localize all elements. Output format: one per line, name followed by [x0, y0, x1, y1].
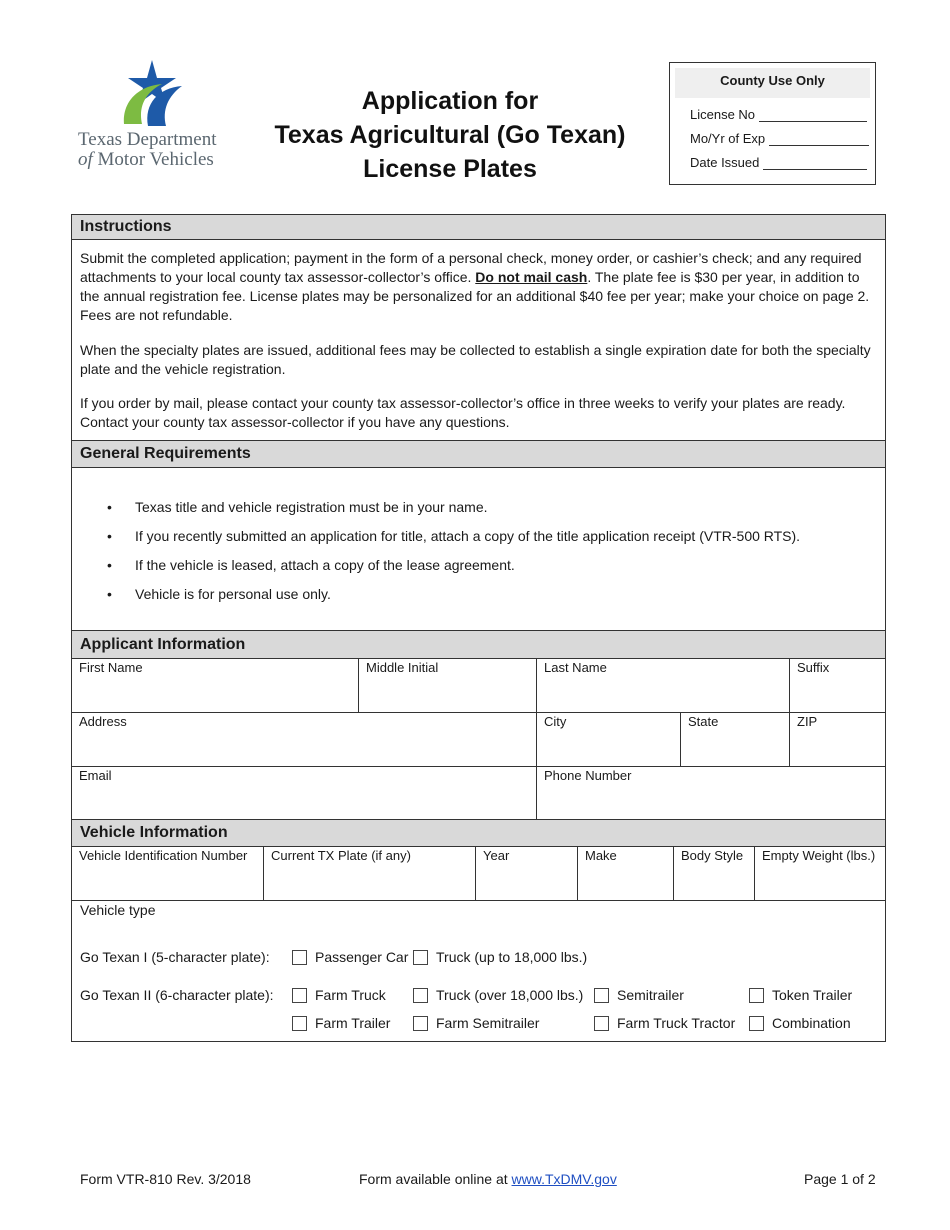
vehicle-information-heading: Vehicle Information: [71, 819, 886, 847]
form-title: [260, 84, 640, 186]
empty-weight-field[interactable]: [754, 846, 886, 901]
passenger-car-checkbox[interactable]: [292, 950, 307, 965]
address-field[interactable]: [71, 712, 537, 767]
farm-truck-tractor-label: Farm Truck Tractor: [617, 1015, 736, 1031]
token-trailer-checkbox[interactable]: [749, 988, 764, 1003]
farm-truck-option[interactable]: [292, 987, 386, 1003]
general-requirements-heading: General Requirements: [71, 440, 886, 468]
suffix-label: Suffix: [797, 660, 830, 675]
online-text: Form available online at: [359, 1171, 512, 1187]
go-texan-1-label: Go Texan I (5-character plate):: [80, 949, 270, 965]
instructions-paragraph-1: [80, 249, 880, 325]
page-number: Page 1 of 2: [804, 1171, 876, 1187]
exp-label: Mo/Yr of Exp: [690, 131, 766, 146]
farm-trailer-checkbox[interactable]: [292, 1016, 307, 1031]
truck-light-option[interactable]: [413, 949, 587, 965]
passenger-car-option[interactable]: [292, 949, 408, 965]
instructions-p1-text-b: . The plate fee is $30 per year, in addition to the annual registration fee. License plates may be personalized for an additional $40 fee per year; make your choice on page 2. Fees are not refundable.: [80, 269, 870, 323]
logo-line-2: Motor Vehicles: [97, 149, 214, 170]
license-no-row: [690, 107, 867, 122]
title-line-3: License Plates: [363, 155, 537, 183]
city-field[interactable]: [536, 712, 681, 767]
requirement-text: If you recently submitted an application for title, attach a copy of the title application receipt (VTR-500 RTS).: [135, 528, 801, 544]
combination-option[interactable]: [749, 1015, 851, 1031]
license-no-label: License No: [690, 107, 756, 122]
current-plate-field[interactable]: [263, 846, 476, 901]
truck-light-checkbox[interactable]: [413, 950, 428, 965]
email-label: Email: [79, 768, 112, 783]
county-box-heading: County Use Only: [675, 68, 870, 98]
make-label: Make: [585, 848, 617, 863]
body-style-label: Body Style: [681, 848, 744, 863]
truck-heavy-label: Truck (over 18,000 lbs.): [436, 987, 584, 1003]
passenger-car-label: Passenger Car: [315, 949, 409, 965]
body-style-field[interactable]: [673, 846, 755, 901]
truck-heavy-checkbox[interactable]: [413, 988, 428, 1003]
form-frame: [71, 214, 886, 1042]
requirement-text: If the vehicle is leased, attach a copy of the lease agreement.: [135, 557, 515, 573]
title-line-2: Texas Agricultural (Go Texan): [274, 121, 626, 149]
combination-checkbox[interactable]: [749, 1016, 764, 1031]
email-field[interactable]: [71, 766, 537, 820]
license-no-field[interactable]: [759, 110, 867, 122]
vin-label: Vehicle Identification Number: [79, 848, 248, 863]
token-trailer-option[interactable]: [749, 987, 852, 1003]
first-name-field[interactable]: [71, 658, 359, 713]
applicant-information-heading: Applicant Information: [71, 630, 886, 659]
state-label: State: [688, 714, 719, 729]
zip-label: ZIP: [797, 714, 818, 729]
last-name-label: Last Name: [544, 660, 607, 675]
vehicle-type-label: Vehicle type: [80, 902, 156, 918]
logo-line-1: Texas Department: [78, 129, 217, 150]
last-name-field[interactable]: [536, 658, 790, 713]
first-name-label: First Name: [79, 660, 143, 675]
city-label: City: [544, 714, 567, 729]
txdmv-link[interactable]: www.TxDMV.gov: [511, 1171, 617, 1187]
requirement-text: Texas title and vehicle registration must be in your name.: [135, 499, 488, 515]
farm-semitrailer-label: Farm Semitrailer: [436, 1015, 540, 1031]
semitrailer-checkbox[interactable]: [594, 988, 609, 1003]
farm-trailer-option[interactable]: [292, 1015, 390, 1031]
farm-truck-tractor-option[interactable]: [594, 1015, 735, 1031]
txdmv-star-icon: [116, 58, 200, 130]
farm-semitrailer-checkbox[interactable]: [413, 1016, 428, 1031]
address-label: Address: [79, 714, 127, 729]
suffix-field[interactable]: [789, 658, 886, 713]
title-line-1: Application for: [361, 87, 539, 115]
year-field[interactable]: [475, 846, 578, 901]
state-field[interactable]: [680, 712, 790, 767]
farm-trailer-label: Farm Trailer: [315, 1015, 391, 1031]
date-issued-row: [690, 155, 867, 170]
semitrailer-option[interactable]: [594, 987, 684, 1003]
middle-initial-label: Middle Initial: [366, 660, 439, 675]
empty-weight-label: Empty Weight (lbs.): [762, 848, 876, 863]
current-plate-label: Current TX Plate (if any): [271, 848, 411, 863]
online-notice: [359, 1171, 617, 1187]
semitrailer-label: Semitrailer: [617, 987, 684, 1003]
date-issued-field[interactable]: [763, 158, 867, 170]
truck-light-label: Truck (up to 18,000 lbs.): [436, 949, 588, 965]
instructions-heading: Instructions: [71, 214, 886, 240]
middle-initial-field[interactable]: [358, 658, 537, 713]
go-texan-2-label: Go Texan II (6-character plate):: [80, 987, 274, 1003]
phone-number-label: Phone Number: [544, 768, 632, 783]
do-not-mail-cash: Do not mail cash: [475, 269, 588, 285]
token-trailer-label: Token Trailer: [772, 987, 853, 1003]
txdmv-logo: [78, 58, 238, 170]
instructions-paragraph-3: If you order by mail, please contact your county tax assessor-collector’s office in three weeks to verify your plates are ready. Contact your county tax assessor-collector if you have any questions.: [80, 395, 846, 430]
exp-row: [690, 131, 869, 146]
year-label: Year: [483, 848, 510, 863]
instructions-paragraph-2: When the specialty plates are issued, additional fees may be collected to establish a single expiration date for both the specialty plate and the vehicle registration.: [80, 342, 871, 377]
form-id: Form VTR-810 Rev. 3/2018: [80, 1171, 251, 1187]
instructions-p1-text-a: Submit the completed application; payment in the form of a personal check, money order, or cashier’s check; and any required attachments to your local county tax assessor-collector’s office.: [80, 250, 862, 285]
vin-field[interactable]: [71, 846, 264, 901]
exp-field[interactable]: [769, 134, 869, 146]
phone-number-field[interactable]: [536, 766, 886, 820]
logo-line-2-italic: of: [78, 149, 93, 170]
farm-semitrailer-option[interactable]: [413, 1015, 539, 1031]
truck-heavy-option[interactable]: [413, 987, 583, 1003]
requirement-text: Vehicle is for personal use only.: [135, 586, 331, 602]
combination-label: Combination: [772, 1015, 851, 1031]
farm-truck-checkbox[interactable]: [292, 988, 307, 1003]
date-issued-label: Date Issued: [690, 155, 760, 170]
county-use-only-box: [669, 62, 876, 185]
farm-truck-tractor-checkbox[interactable]: [594, 1016, 609, 1031]
zip-field[interactable]: [789, 712, 886, 767]
make-field[interactable]: [577, 846, 674, 901]
farm-truck-label: Farm Truck: [315, 987, 386, 1003]
